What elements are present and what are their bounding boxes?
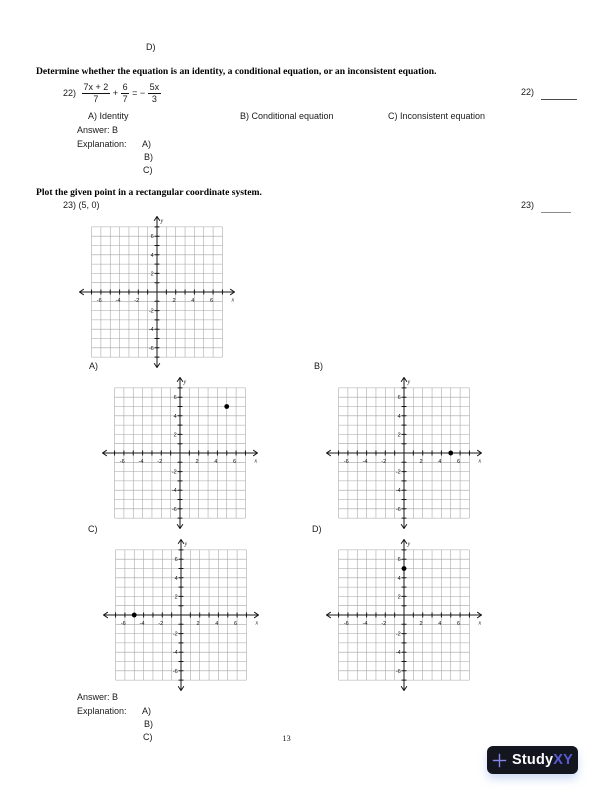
explanation-23-label: Explanation: [77,706,127,716]
answer-blank-22-label: 22) [521,87,535,97]
svg-text:y: y [407,541,411,548]
explanation-23-item-a: A) [142,706,151,716]
brand-xy: XY [553,752,574,768]
svg-text:2: 2 [150,271,154,278]
svg-text:-6: -6 [96,297,102,304]
svg-text:2: 2 [172,297,176,304]
explanation-22-item-c: C) [143,165,153,175]
svg-text:6: 6 [456,458,461,465]
svg-text:-2: -2 [381,620,387,627]
answer-blank-23 [521,200,571,213]
question-22-equation [63,82,161,105]
svg-text:-6: -6 [171,506,177,513]
explanation-23-item-c: C) [143,732,153,742]
option-a-label: A) [89,361,98,371]
svg-text:6: 6 [397,395,401,402]
svg-text:4: 4 [397,413,401,420]
svg-text:-4: -4 [138,458,144,465]
svg-text:y: y [407,379,411,386]
svg-text:-2: -2 [172,631,178,638]
svg-text:2: 2 [195,458,199,465]
question-23-text [63,200,100,211]
svg-text:x: x [231,297,235,304]
page-number: 13 [282,733,291,743]
svg-text:-6: -6 [395,668,401,675]
svg-text:-2: -2 [171,469,177,476]
svg-text:-4: -4 [115,297,121,304]
svg-text:-2: -2 [157,458,163,465]
explanation-22-item-b: B) [144,152,153,162]
brand-wordmark [512,752,573,768]
option-c-label: C) [88,524,98,534]
choice-22-c: C) Inconsistent equation [388,111,486,121]
svg-text:2: 2 [419,458,423,465]
svg-text:4: 4 [215,620,219,627]
svg-text:-2: -2 [395,631,401,638]
svg-text:x: x [478,620,482,627]
svg-text:-6: -6 [119,458,125,465]
option-a-grid [95,376,265,530]
option-d-label: D) [312,524,322,534]
svg-text:4: 4 [214,458,218,465]
svg-text:-6: -6 [343,620,349,627]
fraction-5x-over-3: $\frac{5x}{3}$ [149,82,160,105]
explanation-22-label: Explanation: [77,139,127,149]
svg-text:-4: -4 [395,650,401,657]
plus-operator: + [112,88,119,99]
explanation-23-item-b: B) [144,719,153,729]
svg-text:-2: -2 [134,297,140,304]
svg-text:-4: -4 [172,650,178,657]
svg-text:y: y [160,218,164,225]
svg-text:4: 4 [173,413,177,420]
choice-22-b: B) Conditional equation [240,111,334,121]
previous-question-option-d: D) [146,42,156,52]
svg-text:y: y [184,541,188,548]
question-23-number: 23) [63,200,77,210]
svg-text:6: 6 [209,297,214,304]
svg-text:x: x [254,458,258,465]
svg-text:-2: -2 [395,469,401,476]
svg-text:x: x [478,458,482,465]
svg-text:4: 4 [397,575,401,582]
question-22-number: 22) [63,88,77,99]
answer-blank-22 [521,87,577,100]
svg-text:6: 6 [233,620,238,627]
svg-text:2: 2 [419,620,423,627]
svg-text:2: 2 [397,594,401,601]
svg-text:6: 6 [232,458,237,465]
equals-minus-operator: = − [132,88,146,99]
plus-icon [492,753,507,768]
svg-text:6: 6 [173,395,177,402]
svg-text:4: 4 [438,458,442,465]
svg-text:-4: -4 [395,488,401,495]
svg-text:y: y [183,379,187,386]
svg-text:-6: -6 [343,458,349,465]
question-23-point: (5, 0) [78,200,100,210]
option-b-grid [319,376,489,530]
answer-blank-22-line [541,87,577,100]
instruction-22: Determine whether the equation is an identity, a conditional equation, or an inconsistent equation. [36,66,437,77]
answer-blank-23-line [541,200,571,213]
svg-text:x: x [255,620,259,627]
option-b-label: B) [314,361,323,371]
svg-text:-2: -2 [148,308,154,315]
answer-23: Answer: B [77,692,119,702]
svg-text:-6: -6 [395,506,401,513]
svg-text:-2: -2 [381,458,387,465]
svg-text:-4: -4 [148,327,154,334]
svg-text:-2: -2 [158,620,164,627]
svg-text:-4: -4 [362,458,368,465]
option-c-grid [96,538,266,692]
instruction-23: Plot the given point in a rectangular coordinate system. [36,187,262,198]
svg-text:4: 4 [191,297,195,304]
svg-text:2: 2 [173,432,177,439]
answer-blank-23-label: 23) [521,200,535,210]
svg-text:4: 4 [150,252,154,259]
brand-study: Study [511,752,554,768]
svg-text:2: 2 [397,432,401,439]
choice-22-a: A) Identity [88,111,129,121]
svg-text:-6: -6 [120,620,126,627]
svg-text:4: 4 [438,620,442,627]
answer-22: Answer: B [77,125,119,135]
svg-text:2: 2 [196,620,200,627]
svg-text:6: 6 [150,234,154,241]
option-d-grid [319,538,489,692]
svg-text:6: 6 [174,557,178,564]
question-23-grid [72,215,242,369]
svg-text:-4: -4 [139,620,145,627]
svg-text:-6: -6 [172,668,178,675]
fraction-7x2-over-7: $\frac{7x + 2}{7}$ [83,82,109,105]
studyxy-logo [487,746,578,774]
svg-text:4: 4 [174,575,178,582]
fraction-6-over-7: $\frac{6}{7}$ [122,82,128,105]
svg-text:-4: -4 [362,620,368,627]
svg-text:-4: -4 [171,488,177,495]
explanation-22-item-a: A) [142,139,151,149]
svg-text:6: 6 [397,557,401,564]
svg-text:-6: -6 [148,345,154,352]
svg-text:2: 2 [174,594,178,601]
svg-text:6: 6 [456,620,461,627]
